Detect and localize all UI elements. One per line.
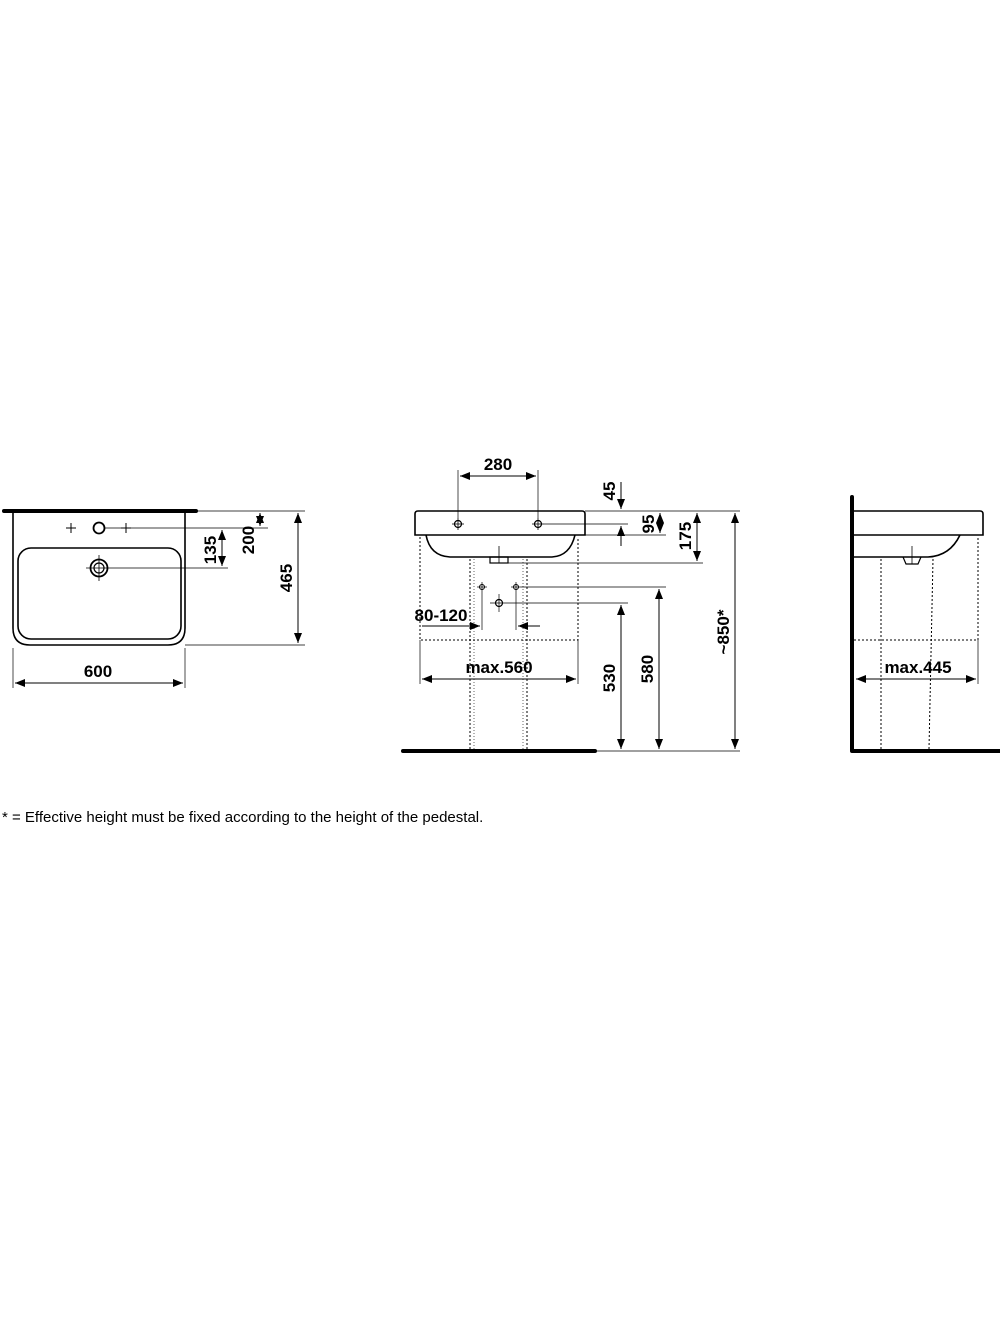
dim-tap-spacing-label: 280	[483, 455, 513, 474]
front-tap-holes	[452, 518, 544, 530]
dim-drain-to-back-label: 135	[201, 535, 220, 565]
dim-max-depth-label: max.445	[884, 658, 952, 677]
front-view	[403, 455, 740, 751]
dim-depth-label: 465	[277, 563, 296, 593]
dim-rim-height-label: 95	[639, 514, 658, 534]
dim-width-label: 600	[83, 662, 113, 681]
top-view	[4, 511, 305, 688]
side-dotted-cabinet	[854, 537, 978, 640]
dim-tap-hole-offset-label: 45	[600, 481, 619, 501]
dim-drain-height-label: 580	[638, 654, 657, 684]
front-bowl-underside	[426, 535, 575, 557]
side-view	[852, 497, 1000, 751]
dim-supply-spacing-label: 80-120	[414, 606, 468, 625]
dim-tap-to-back-label: 200	[239, 525, 258, 555]
bowl-outline	[18, 548, 181, 639]
side-basin-outline	[854, 511, 983, 535]
dim-max-width-label: max.560	[465, 658, 533, 677]
footnote: * = Effective height must be fixed according to the height of the pedestal.	[2, 809, 484, 826]
dim-supply-height-label: 530	[600, 663, 619, 693]
front-basin-rim	[415, 511, 585, 535]
front-supply-holes	[477, 582, 521, 612]
dim-total-height-label: ~850*	[714, 609, 733, 655]
dim-drain-depth-label: 175	[676, 521, 695, 551]
side-bowl-underside	[854, 535, 960, 557]
drain-icon	[86, 555, 118, 581]
